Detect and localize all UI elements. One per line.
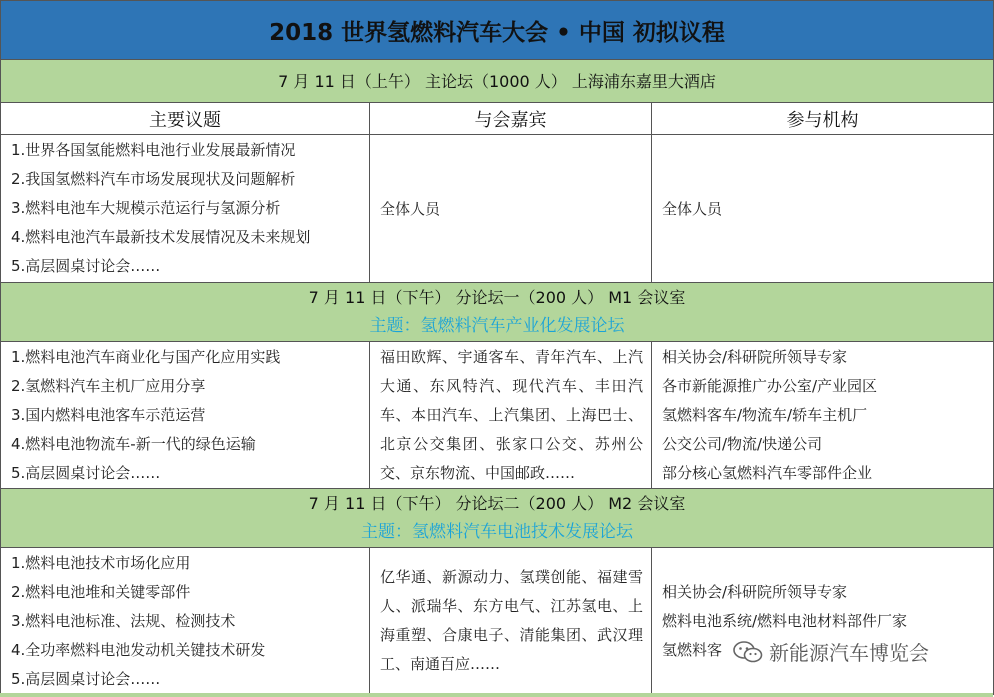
topic-item: 1.世界各国氢能燃料电池行业发展最新情况: [11, 141, 296, 159]
topic-item: 1.燃料电池汽车商业化与国产化应用实践: [11, 347, 281, 366]
main-forum-heading: 7 月 11 日（上午） 主论坛（1000 人） 上海浦东嘉里大酒店: [278, 71, 716, 91]
agenda-title: 2018 世界氢燃料汽车大会 • 中国 初拟议程: [1, 1, 994, 60]
guests-text: 全体人员: [380, 200, 441, 218]
topic-item: 5.高层圆桌讨论会……: [11, 463, 161, 482]
title-row: [1, 1, 994, 60]
sub-forum-2-row: [1, 489, 994, 548]
topic-item: 2.氢燃料汽车主机厂应用分享: [11, 376, 206, 395]
column-header-row: [1, 103, 994, 135]
sub-forum-1-row: [1, 283, 994, 342]
topic-item: 3.燃料电池标准、法规、检测技术: [11, 611, 236, 630]
column-header-topics: 主要议题: [1, 103, 370, 135]
sub-forum-2-heading: 7 月 11 日（下午） 分论坛二（200 人） M2 会议室: [308, 494, 686, 513]
guests-cell: [370, 342, 652, 489]
orgs-cell: [652, 342, 994, 489]
orgs-text: 全体人员: [662, 200, 723, 218]
topic-item: 1.燃料电池技术市场化应用: [11, 553, 191, 572]
orgs-cell: [652, 135, 994, 283]
org-item: 相关协会/科研院所领导专家: [662, 582, 848, 601]
org-item: 燃料电池系统/燃料电池材料部件厂家: [662, 611, 908, 630]
orgs-cell: [652, 548, 994, 695]
sub-forum-2-theme: 主题：氢燃料汽车电池技术发展论坛: [361, 522, 633, 542]
sub-forum-1-content-row: [1, 342, 994, 489]
topic-item: 3.燃料电池车大规模示范运行与氢源分析: [11, 199, 281, 217]
org-item: 氢燃料客: [662, 640, 723, 659]
guests-text: 福田欧辉、宇通客车、青年汽车、上汽大通、东风特汽、现代汽车、丰田汽车、本田汽车、上汽集团、上海巴士、北京公交集团、张家口公交、苏州公交、京东物流、中国邮政……: [380, 347, 643, 482]
topic-item: 2.燃料电池堆和关键零部件: [11, 582, 191, 601]
org-item: 相关协会/科研院所领导专家: [662, 347, 848, 366]
guests-text: 亿华通、新源动力、氢璞创能、福建雪人、派瑞华、东方电气、江苏氢电、上海重塑、合康电子、清能集团、武汉理工、南通百应……: [380, 568, 643, 673]
column-header-orgs: 参与机构: [652, 103, 994, 135]
topic-item: 4.燃料电池物流车-新一代的绿色运输: [11, 434, 256, 453]
watermark: [729, 637, 933, 666]
guests-cell: [370, 135, 652, 283]
topic-item: 5.高层圆桌讨论会……: [11, 257, 161, 275]
watermark-text: 新能源汽车博览会: [769, 641, 929, 665]
column-header-guests: 与会嘉宾: [370, 103, 652, 135]
wechat-icon: [733, 641, 763, 663]
topic-item: 2.我国氢燃料汽车市场发展现状及问题解析: [11, 170, 296, 188]
topic-item: 5.高层圆桌讨论会……: [11, 669, 161, 688]
org-item: 公交公司/物流/快递公司: [662, 434, 823, 453]
topics-cell: [1, 342, 370, 489]
topics-cell: [1, 548, 370, 695]
guests-cell: [370, 548, 652, 695]
next-section-strip: [0, 693, 993, 697]
topic-item: 3.国内燃料电池客车示范运营: [11, 405, 206, 424]
topics-cell: [1, 135, 370, 283]
org-item: 各市新能源推广办公室/产业园区: [662, 376, 878, 395]
sub-forum-1-theme: 主题：氢燃料汽车产业化发展论坛: [369, 316, 625, 336]
org-item: 部分核心氢燃料汽车零部件企业: [662, 463, 873, 482]
topic-item: 4.燃料电池汽车最新技术发展情况及未来规划: [11, 228, 311, 246]
sub-forum-2-content-row: [1, 548, 994, 695]
org-item: 氢燃料客车/物流车/轿车主机厂: [662, 405, 868, 424]
main-forum-row: [1, 60, 994, 103]
sub-forum-1-heading: 7 月 11 日（下午） 分论坛一（200 人） M1 会议室: [308, 288, 686, 307]
topic-item: 4.全功率燃料电池发动机关键技术研发: [11, 640, 266, 659]
main-forum-content-row: [1, 135, 994, 283]
